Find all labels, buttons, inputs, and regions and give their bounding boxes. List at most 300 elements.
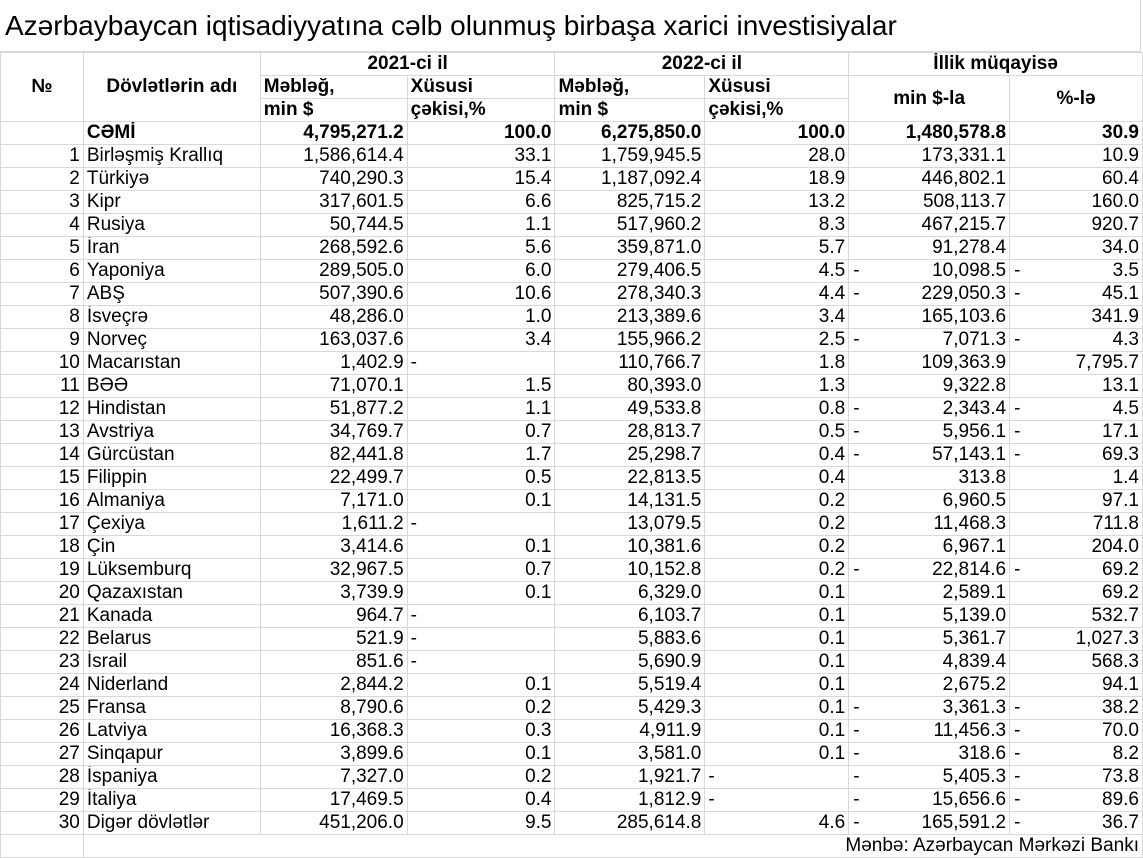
row-2021-share: 5.6 bbox=[407, 237, 555, 260]
total-2021-amount: 4,795,271.2 bbox=[260, 122, 407, 145]
row-2021-amount: 521.9 bbox=[260, 628, 407, 651]
row-diff-pct bbox=[1010, 559, 1143, 582]
row-2022-share: 0.1 bbox=[705, 605, 849, 628]
header-2022-amount: Məbləğ, bbox=[555, 76, 705, 99]
row-2022-amount: 279,406.5 bbox=[555, 260, 705, 283]
row-2022-share: 0.4 bbox=[705, 444, 849, 467]
row-country: Almaniya bbox=[83, 490, 260, 513]
row-2022-share: 2.5 bbox=[705, 329, 849, 352]
row-no: 7 bbox=[1, 283, 84, 306]
row-diff-abs bbox=[849, 444, 1010, 467]
row-diff-pct: 97.1 bbox=[1010, 490, 1143, 513]
total-diff-pct: 30.9 bbox=[1010, 122, 1143, 145]
row-no: 10 bbox=[1, 352, 84, 375]
row-2021-share: 0.7 bbox=[407, 559, 555, 582]
table-row bbox=[1, 789, 1143, 812]
row-diff-pct: 1,027.3 bbox=[1010, 628, 1143, 651]
footer-empty bbox=[1, 835, 84, 858]
value: 5,405.3 bbox=[942, 766, 1007, 787]
value: 7,071.3 bbox=[942, 329, 1007, 350]
row-2021-share: 0.1 bbox=[407, 490, 555, 513]
row-2021-amount: 507,390.6 bbox=[260, 283, 407, 306]
row-country: Rusiya bbox=[83, 214, 260, 237]
row-diff-pct bbox=[1010, 283, 1143, 306]
row-2021-share: 1.1 bbox=[407, 214, 555, 237]
table-row bbox=[1, 582, 1143, 605]
value: 4.5 bbox=[1112, 398, 1139, 419]
row-no: 28 bbox=[1, 766, 84, 789]
row-2022-amount: 110,766.7 bbox=[555, 352, 705, 375]
row-2022-amount: 5,883.6 bbox=[555, 628, 705, 651]
row-diff-pct: 34.0 bbox=[1010, 237, 1143, 260]
row-2021-share: 0.1 bbox=[407, 582, 555, 605]
row-2022-share: 4.6 bbox=[705, 812, 849, 835]
source-note: Mənbə: Azərbaycan Mərkəzi Bankı bbox=[83, 835, 1142, 858]
row-2022-share: 1.3 bbox=[705, 375, 849, 398]
row-2022-share: 0.1 bbox=[705, 720, 849, 743]
footer-row bbox=[1, 835, 1143, 858]
row-2021-amount: 289,505.0 bbox=[260, 260, 407, 283]
row-no: 21 bbox=[1, 605, 84, 628]
row-country: Avstriya bbox=[83, 421, 260, 444]
row-diff-abs: 508,113.7 bbox=[849, 191, 1010, 214]
negative-sign: - bbox=[1014, 789, 1021, 810]
row-diff-pct: 69.2 bbox=[1010, 582, 1143, 605]
row-2021-share: 0.7 bbox=[407, 421, 555, 444]
row-2021-share: 1.1 bbox=[407, 398, 555, 421]
row-2021-amount: 3,899.6 bbox=[260, 743, 407, 766]
row-2021-share: - bbox=[407, 352, 555, 375]
table-row bbox=[1, 559, 1143, 582]
row-2021-amount: 268,592.6 bbox=[260, 237, 407, 260]
row-country: Norveç bbox=[83, 329, 260, 352]
row-diff-abs: 2,675.2 bbox=[849, 674, 1010, 697]
row-no: 11 bbox=[1, 375, 84, 398]
row-2022-amount: 6,329.0 bbox=[555, 582, 705, 605]
row-diff-pct bbox=[1010, 720, 1143, 743]
row-diff-pct bbox=[1010, 789, 1143, 812]
row-2021-share: - bbox=[407, 605, 555, 628]
row-no: 22 bbox=[1, 628, 84, 651]
row-diff-abs: 6,960.5 bbox=[849, 490, 1010, 513]
row-2022-amount: 22,813.5 bbox=[555, 467, 705, 490]
header-2021: 2021-ci il bbox=[260, 53, 555, 76]
row-no: 25 bbox=[1, 697, 84, 720]
row-diff-abs: 5,139.0 bbox=[849, 605, 1010, 628]
table-row bbox=[1, 260, 1143, 283]
row-2021-amount: 1,402.9 bbox=[260, 352, 407, 375]
row-no: 6 bbox=[1, 260, 84, 283]
negative-sign: - bbox=[853, 766, 860, 787]
total-diff-abs: 1,480,578.8 bbox=[849, 122, 1010, 145]
row-diff-pct bbox=[1010, 329, 1143, 352]
table-row bbox=[1, 168, 1143, 191]
row-2021-amount: 3,414.6 bbox=[260, 536, 407, 559]
row-country: İsrail bbox=[83, 651, 260, 674]
table-row bbox=[1, 605, 1143, 628]
table-row bbox=[1, 191, 1143, 214]
negative-sign: - bbox=[1014, 398, 1021, 419]
row-diff-abs: 446,802.1 bbox=[849, 168, 1010, 191]
row-2022-share: 0.2 bbox=[705, 559, 849, 582]
table-row bbox=[1, 490, 1143, 513]
row-country: Niderland bbox=[83, 674, 260, 697]
row-country: Hindistan bbox=[83, 398, 260, 421]
value: 38.2 bbox=[1102, 697, 1139, 718]
row-2022-share: 5.7 bbox=[705, 237, 849, 260]
row-diff-abs: 11,468.3 bbox=[849, 513, 1010, 536]
header-row-1 bbox=[1, 53, 1143, 76]
row-diff-abs: 9,322.8 bbox=[849, 375, 1010, 398]
row-2021-share: 1.0 bbox=[407, 306, 555, 329]
row-country: Filippin bbox=[83, 467, 260, 490]
value: 3.5 bbox=[1112, 260, 1139, 281]
row-country: Yaponiya bbox=[83, 260, 260, 283]
row-2022-share: 4.4 bbox=[705, 283, 849, 306]
table-row bbox=[1, 375, 1143, 398]
table-row bbox=[1, 467, 1143, 490]
row-diff-pct: 920.7 bbox=[1010, 214, 1143, 237]
row-2022-amount: 213,389.6 bbox=[555, 306, 705, 329]
table-row bbox=[1, 674, 1143, 697]
row-2021-amount: 3,739.9 bbox=[260, 582, 407, 605]
table-row bbox=[1, 329, 1143, 352]
value: 8.2 bbox=[1112, 743, 1139, 764]
row-no: 5 bbox=[1, 237, 84, 260]
row-2022-share: 0.8 bbox=[705, 398, 849, 421]
negative-sign: - bbox=[853, 398, 860, 419]
negative-sign: - bbox=[1014, 421, 1021, 442]
row-2021-share: 1.5 bbox=[407, 375, 555, 398]
row-2021-share: 6.6 bbox=[407, 191, 555, 214]
row-country: Latviya bbox=[83, 720, 260, 743]
negative-sign: - bbox=[853, 789, 860, 810]
row-diff-abs bbox=[849, 720, 1010, 743]
row-country: Macarıstan bbox=[83, 352, 260, 375]
negative-sign: - bbox=[1014, 720, 1021, 741]
row-country: Türkiyə bbox=[83, 168, 260, 191]
row-2021-amount: 22,499.7 bbox=[260, 467, 407, 490]
row-no: 30 bbox=[1, 812, 84, 835]
row-no: 8 bbox=[1, 306, 84, 329]
negative-sign: - bbox=[853, 720, 860, 741]
sheet-title: Azərbaybaycan iqtisadiyyatına cəlb olunmuş birbaşa xarici investisiyalar bbox=[0, 0, 1141, 52]
row-2021-amount: 851.6 bbox=[260, 651, 407, 674]
row-diff-abs: 5,361.7 bbox=[849, 628, 1010, 651]
row-diff-pct bbox=[1010, 398, 1143, 421]
row-2022-amount: 5,690.9 bbox=[555, 651, 705, 674]
row-2021-share: - bbox=[407, 513, 555, 536]
row-2022-share: 0.5 bbox=[705, 421, 849, 444]
row-2022-share: 0.4 bbox=[705, 467, 849, 490]
total-no bbox=[1, 122, 84, 145]
row-diff-abs bbox=[849, 766, 1010, 789]
row-2021-share: 0.3 bbox=[407, 720, 555, 743]
row-2021-amount: 82,441.8 bbox=[260, 444, 407, 467]
row-country: Birləşmiş Krallıq bbox=[83, 145, 260, 168]
row-2021-amount: 7,171.0 bbox=[260, 490, 407, 513]
row-country: Fransa bbox=[83, 697, 260, 720]
row-no: 24 bbox=[1, 674, 84, 697]
row-no: 4 bbox=[1, 214, 84, 237]
value: 69.2 bbox=[1102, 559, 1139, 580]
row-2022-amount: 5,519.4 bbox=[555, 674, 705, 697]
table-row bbox=[1, 444, 1143, 467]
row-2021-amount: 8,790.6 bbox=[260, 697, 407, 720]
row-diff-abs: 91,278.4 bbox=[849, 237, 1010, 260]
negative-sign: - bbox=[1014, 697, 1021, 718]
row-diff-pct: 10.9 bbox=[1010, 145, 1143, 168]
header-2022-share: Xüsusi bbox=[705, 76, 849, 99]
total-2022-share: 100.0 bbox=[705, 122, 849, 145]
row-diff-abs: 4,839.4 bbox=[849, 651, 1010, 674]
value: 17.1 bbox=[1102, 421, 1139, 442]
row-no: 2 bbox=[1, 168, 84, 191]
row-diff-pct: 60.4 bbox=[1010, 168, 1143, 191]
row-diff-abs bbox=[849, 743, 1010, 766]
negative-sign: - bbox=[853, 559, 860, 580]
row-country: İran bbox=[83, 237, 260, 260]
row-2021-share: 6.0 bbox=[407, 260, 555, 283]
negative-sign: - bbox=[1014, 260, 1021, 281]
row-diff-pct bbox=[1010, 444, 1143, 467]
row-2021-share: 3.4 bbox=[407, 329, 555, 352]
row-diff-abs bbox=[849, 260, 1010, 283]
row-2021-share: - bbox=[407, 651, 555, 674]
header-2022-share-unit: çəkisi,% bbox=[705, 99, 849, 122]
value: 10,098.5 bbox=[932, 260, 1007, 281]
value: 165,591.2 bbox=[921, 812, 1007, 833]
row-country: Kanada bbox=[83, 605, 260, 628]
header-2021-share-unit: çəkisi,% bbox=[407, 99, 555, 122]
header-annual-comparison: İllik müqayisə bbox=[849, 53, 1143, 76]
row-diff-pct: 204.0 bbox=[1010, 536, 1143, 559]
negative-sign: - bbox=[853, 283, 860, 304]
negative-sign: - bbox=[1014, 559, 1021, 580]
row-no: 14 bbox=[1, 444, 84, 467]
row-2022-amount: 4,911.9 bbox=[555, 720, 705, 743]
row-2022-amount: 278,340.3 bbox=[555, 283, 705, 306]
row-no: 23 bbox=[1, 651, 84, 674]
row-diff-pct: 711.8 bbox=[1010, 513, 1143, 536]
table-row bbox=[1, 513, 1143, 536]
row-country: İtaliya bbox=[83, 789, 260, 812]
value: 229,050.3 bbox=[921, 283, 1007, 304]
row-diff-pct: 532.7 bbox=[1010, 605, 1143, 628]
negative-sign: - bbox=[1014, 743, 1021, 764]
table-row bbox=[1, 720, 1143, 743]
row-2022-amount: 14,131.5 bbox=[555, 490, 705, 513]
row-2021-amount: 2,844.2 bbox=[260, 674, 407, 697]
row-2021-share: 0.5 bbox=[407, 467, 555, 490]
row-diff-pct: 341.9 bbox=[1010, 306, 1143, 329]
negative-sign: - bbox=[853, 697, 860, 718]
table-row bbox=[1, 237, 1143, 260]
row-2021-amount: 1,586,614.4 bbox=[260, 145, 407, 168]
table-row bbox=[1, 651, 1143, 674]
row-2022-share: 28.0 bbox=[705, 145, 849, 168]
header-diff-abs: min $-la bbox=[849, 76, 1010, 122]
header-2022-amount-unit: min $ bbox=[555, 99, 705, 122]
row-2022-amount: 28,813.7 bbox=[555, 421, 705, 444]
row-diff-pct bbox=[1010, 697, 1143, 720]
row-country: Kipr bbox=[83, 191, 260, 214]
row-diff-pct bbox=[1010, 421, 1143, 444]
row-2022-share: 3.4 bbox=[705, 306, 849, 329]
value: 4.3 bbox=[1112, 329, 1139, 350]
row-no: 3 bbox=[1, 191, 84, 214]
value: 89.6 bbox=[1102, 789, 1139, 810]
row-2022-share: - bbox=[705, 766, 849, 789]
table-row bbox=[1, 421, 1143, 444]
row-country: Çexiya bbox=[83, 513, 260, 536]
row-diff-pct bbox=[1010, 743, 1143, 766]
row-2021-amount: 163,037.6 bbox=[260, 329, 407, 352]
row-country: ABŞ bbox=[83, 283, 260, 306]
header-country: Dövlətlərin adı bbox=[83, 53, 260, 122]
value: 22,814.6 bbox=[932, 559, 1007, 580]
header-diff-pct: %-lə bbox=[1010, 76, 1143, 122]
row-2021-share: 15.4 bbox=[407, 168, 555, 191]
negative-sign: - bbox=[1014, 329, 1021, 350]
row-2022-amount: 80,393.0 bbox=[555, 375, 705, 398]
row-2022-amount: 10,152.8 bbox=[555, 559, 705, 582]
row-2022-amount: 10,381.6 bbox=[555, 536, 705, 559]
row-diff-pct: 13.1 bbox=[1010, 375, 1143, 398]
row-diff-abs bbox=[849, 697, 1010, 720]
row-2022-share: 0.1 bbox=[705, 651, 849, 674]
row-2022-share: 0.1 bbox=[705, 674, 849, 697]
row-2022-amount: 359,871.0 bbox=[555, 237, 705, 260]
table-row bbox=[1, 697, 1143, 720]
row-no: 15 bbox=[1, 467, 84, 490]
row-2022-share: 0.2 bbox=[705, 513, 849, 536]
negative-sign: - bbox=[1014, 812, 1021, 833]
row-2022-share: 0.1 bbox=[705, 697, 849, 720]
row-2022-amount: 1,759,945.5 bbox=[555, 145, 705, 168]
total-2021-share: 100.0 bbox=[407, 122, 555, 145]
value: 15,656.6 bbox=[932, 789, 1007, 810]
table-row bbox=[1, 766, 1143, 789]
row-diff-abs bbox=[849, 283, 1010, 306]
row-2022-share: 4.5 bbox=[705, 260, 849, 283]
row-2022-share: 8.3 bbox=[705, 214, 849, 237]
row-no: 20 bbox=[1, 582, 84, 605]
row-2021-share: 1.7 bbox=[407, 444, 555, 467]
value: 70.0 bbox=[1102, 720, 1139, 741]
row-2021-share: 0.4 bbox=[407, 789, 555, 812]
row-diff-pct: 568.3 bbox=[1010, 651, 1143, 674]
value: 36.7 bbox=[1102, 812, 1139, 833]
row-country: Qazaxıstan bbox=[83, 582, 260, 605]
row-2021-amount: 71,070.1 bbox=[260, 375, 407, 398]
row-no: 19 bbox=[1, 559, 84, 582]
row-diff-abs: 173,331.1 bbox=[849, 145, 1010, 168]
row-2022-amount: 1,187,092.4 bbox=[555, 168, 705, 191]
row-no: 29 bbox=[1, 789, 84, 812]
table-row bbox=[1, 628, 1143, 651]
row-2021-amount: 34,769.7 bbox=[260, 421, 407, 444]
negative-sign: - bbox=[853, 812, 860, 833]
negative-sign: - bbox=[853, 260, 860, 281]
row-diff-abs bbox=[849, 559, 1010, 582]
row-2021-amount: 317,601.5 bbox=[260, 191, 407, 214]
row-2021-amount: 50,744.5 bbox=[260, 214, 407, 237]
row-2022-amount: 285,614.8 bbox=[555, 812, 705, 835]
row-no: 27 bbox=[1, 743, 84, 766]
row-country: Lüksemburq bbox=[83, 559, 260, 582]
row-diff-pct: 94.1 bbox=[1010, 674, 1143, 697]
row-no: 18 bbox=[1, 536, 84, 559]
row-2022-amount: 825,715.2 bbox=[555, 191, 705, 214]
row-2021-share: 9.5 bbox=[407, 812, 555, 835]
value: 3,361.3 bbox=[942, 697, 1007, 718]
row-diff-pct: 160.0 bbox=[1010, 191, 1143, 214]
header-2021-share: Xüsusi bbox=[407, 76, 555, 99]
row-2021-share: 0.2 bbox=[407, 697, 555, 720]
row-2022-amount: 6,103.7 bbox=[555, 605, 705, 628]
row-2022-amount: 49,533.8 bbox=[555, 398, 705, 421]
row-country: İsveçrə bbox=[83, 306, 260, 329]
value: 57,143.1 bbox=[932, 444, 1007, 465]
row-diff-abs bbox=[849, 421, 1010, 444]
value: 2,343.4 bbox=[942, 398, 1007, 419]
negative-sign: - bbox=[1014, 444, 1021, 465]
row-diff-abs: 109,363.9 bbox=[849, 352, 1010, 375]
row-diff-abs: 313.8 bbox=[849, 467, 1010, 490]
row-country: Çin bbox=[83, 536, 260, 559]
table-row bbox=[1, 812, 1143, 835]
row-diff-abs: 165,103.6 bbox=[849, 306, 1010, 329]
row-no: 16 bbox=[1, 490, 84, 513]
value: 11,456.3 bbox=[933, 720, 1007, 741]
row-2021-share: 33.1 bbox=[407, 145, 555, 168]
table-row bbox=[1, 283, 1143, 306]
table-row bbox=[1, 352, 1143, 375]
row-diff-pct bbox=[1010, 812, 1143, 835]
row-2022-amount: 155,966.2 bbox=[555, 329, 705, 352]
table-row bbox=[1, 743, 1143, 766]
row-country: Sinqapur bbox=[83, 743, 260, 766]
row-2022-share: 0.2 bbox=[705, 536, 849, 559]
table-row bbox=[1, 145, 1143, 168]
row-country: Gürcüstan bbox=[83, 444, 260, 467]
row-diff-abs: 467,215.7 bbox=[849, 214, 1010, 237]
row-diff-abs bbox=[849, 789, 1010, 812]
row-2022-amount: 1,812.9 bbox=[555, 789, 705, 812]
row-no: 26 bbox=[1, 720, 84, 743]
total-row bbox=[1, 122, 1143, 145]
row-no: 17 bbox=[1, 513, 84, 536]
row-2021-amount: 1,611.2 bbox=[260, 513, 407, 536]
row-2021-amount: 48,286.0 bbox=[260, 306, 407, 329]
row-diff-pct: 7,795.7 bbox=[1010, 352, 1143, 375]
table-row bbox=[1, 536, 1143, 559]
row-no: 13 bbox=[1, 421, 84, 444]
value: 73.8 bbox=[1102, 766, 1139, 787]
negative-sign: - bbox=[853, 743, 860, 764]
row-2022-amount: 3,581.0 bbox=[555, 743, 705, 766]
row-2021-amount: 740,290.3 bbox=[260, 168, 407, 191]
row-diff-abs bbox=[849, 329, 1010, 352]
negative-sign: - bbox=[853, 329, 860, 350]
row-diff-abs bbox=[849, 398, 1010, 421]
row-2021-share: 10.6 bbox=[407, 283, 555, 306]
row-2021-amount: 16,368.3 bbox=[260, 720, 407, 743]
row-2021-share: 0.2 bbox=[407, 766, 555, 789]
row-2021-amount: 964.7 bbox=[260, 605, 407, 628]
row-country: Digər dövlətlər bbox=[83, 812, 260, 835]
